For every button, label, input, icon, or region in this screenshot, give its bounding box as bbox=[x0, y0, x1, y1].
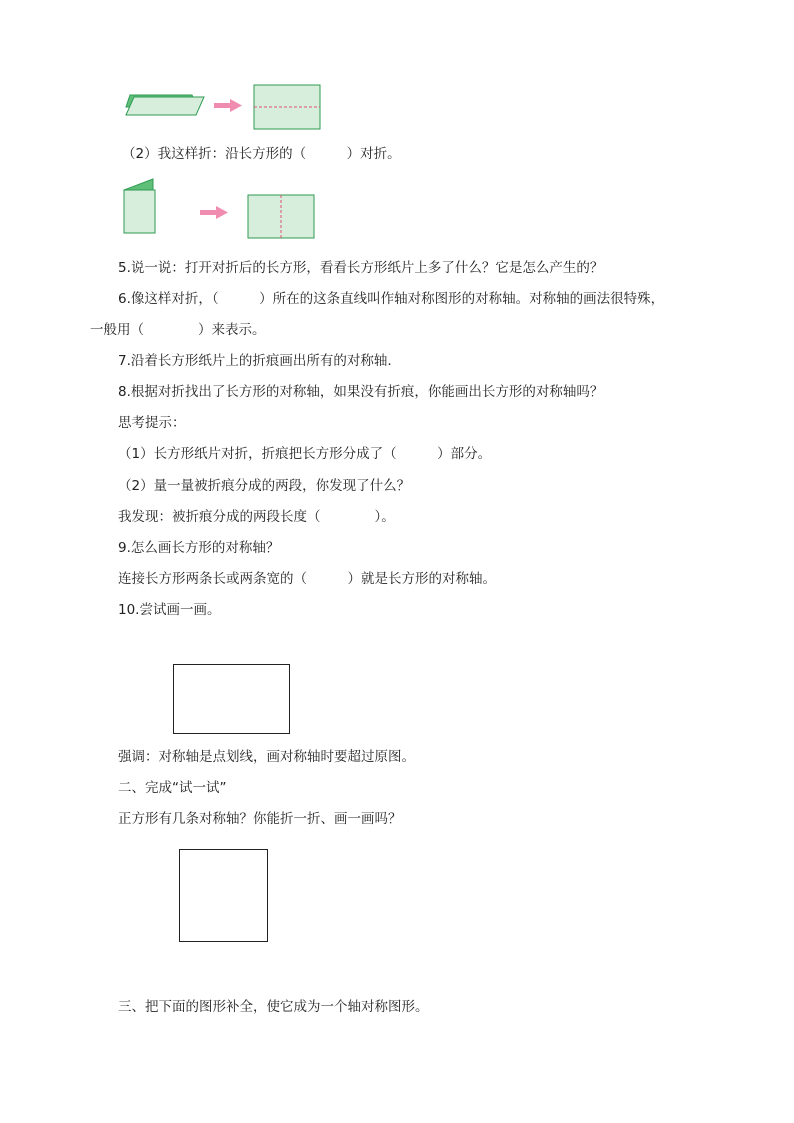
question-10: 10.尝试画一画。 bbox=[118, 602, 221, 618]
folded-paper-front bbox=[126, 97, 204, 115]
hint-1: （1）长方形纸片对折，折痕把长方形分成了（ ）部分。 bbox=[118, 446, 492, 462]
arrow-icon bbox=[200, 206, 228, 219]
question-9-answer: 连接长方形两条长或两条宽的（ ）就是长方形的对称轴。 bbox=[118, 571, 496, 587]
section-3-heading: 三、把下面的图形补全，使它成为一个轴对称图形。 bbox=[118, 999, 429, 1015]
question-8: 8.根据对折找出了长方形的对称轴，如果没有折痕，你能画出长方形的对称轴吗？ bbox=[118, 384, 604, 400]
emphasis-note: 强调：对称轴是点划线，画对称轴时要超过原图。 bbox=[118, 749, 415, 765]
practice-square bbox=[179, 849, 268, 942]
folded-paper-top bbox=[124, 179, 153, 190]
question-5: 5.说一说：打开对折后的长方形，看看长方形纸片上多了什么？它是怎么产生的？ bbox=[118, 260, 604, 276]
hint-2: （2）量一量被折痕分成的两段，你发现了什么？ bbox=[118, 478, 411, 494]
square-question: 正方形有几条对称轴？你能折一折、画一画吗？ bbox=[118, 811, 402, 827]
hint-title: 思考提示： bbox=[118, 415, 186, 431]
horizontal-fold-figure bbox=[120, 80, 330, 136]
arrow-icon bbox=[214, 99, 242, 112]
finding: 我发现：被折痕分成的两段长度（ ）。 bbox=[118, 509, 395, 525]
section-2-heading: 二、完成“试一试” bbox=[118, 780, 227, 796]
question-6-line-2: 一般用（ ）来表示。 bbox=[90, 322, 266, 338]
fold-method-2: （2）我这样折：沿长方形的（ ）对折。 bbox=[122, 146, 401, 162]
folded-paper bbox=[124, 190, 155, 233]
question-7: 7.沿着长方形纸片上的折痕画出所有的对称轴. bbox=[118, 353, 392, 369]
practice-rectangle bbox=[173, 664, 290, 734]
vertical-fold-figure bbox=[120, 176, 330, 242]
question-6-line-1: 6.像这样对折，（ ）所在的这条直线叫作轴对称图形的对称轴。对称轴的画法很特殊， bbox=[118, 291, 665, 307]
question-9: 9.怎么画长方形的对称轴？ bbox=[118, 540, 280, 556]
